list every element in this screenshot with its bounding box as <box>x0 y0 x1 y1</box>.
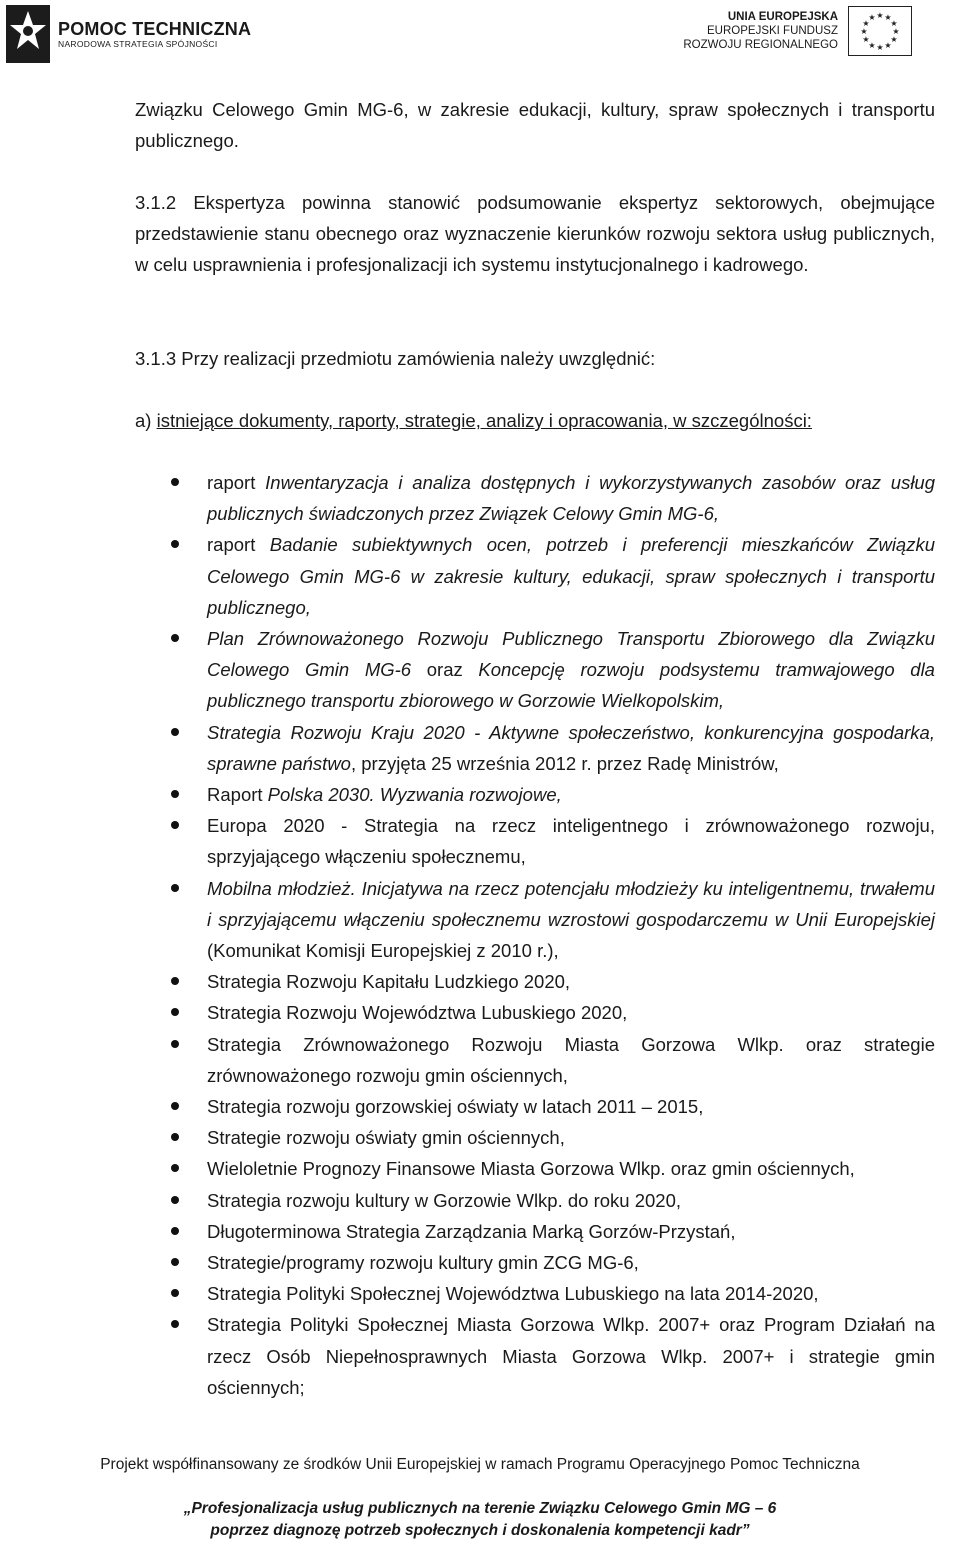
paragraph-3-1-2: 3.1.2 Ekspertyza powinna stanowić podsumowanie ekspertyz sektorowych, obejmujące przedstawienie stanu obecnego oraz wyznaczenie kierunków rozwoju sektora usług publicznych, w celu usprawnienia i profesjonalizacji ich systemu instytucjonalnego i kadrowego. <box>135 192 935 275</box>
list-item <box>207 467 935 529</box>
paragraph-a-prefix: a) <box>135 410 157 431</box>
list-item <box>207 1247 935 1278</box>
list-item <box>207 966 935 997</box>
list-item <box>207 1153 935 1184</box>
list-item-italic: Inwentaryzacja i analiza dostępnych i wykorzystywanych zasobów oraz usług publicznych świadczonych przez Związek Celowy Gmin MG-6, <box>207 472 936 525</box>
list-item <box>207 1216 935 1247</box>
list-item <box>207 1309 935 1403</box>
list-item <box>207 810 935 872</box>
list-item <box>207 779 935 810</box>
list-item <box>207 529 935 623</box>
list-item-text: raport <box>207 472 266 493</box>
list-item <box>207 1091 935 1122</box>
list-item-text: oraz <box>411 659 479 681</box>
svg-text:★: ★ <box>884 41 892 50</box>
svg-text:★: ★ <box>868 13 876 22</box>
list-item-text: Strategia rozwoju gorzowskiej oświaty w latach 2011 – 2015, <box>207 1096 704 1118</box>
svg-text:★: ★ <box>892 27 900 36</box>
list-item <box>207 1278 935 1309</box>
logo-title: POMOC TECHNICZNA <box>58 18 252 39</box>
footer-project-line1: „Profesjonalizacja usług publicznych na terenie Związku Celowego Gmin MG – 6 <box>183 1500 777 1517</box>
list-item <box>207 1122 935 1153</box>
list-item-text: Strategia rozwoju kultury w Gorzowie Wlkp. do roku 2020, <box>207 1189 682 1211</box>
svg-text:★: ★ <box>890 35 898 44</box>
list-item-text: (Komunikat Komisji Europejskiej z 2010 r.), <box>207 940 559 962</box>
pomoc-techniczna-logo <box>6 4 251 64</box>
svg-text:★: ★ <box>862 19 870 28</box>
svg-text:★: ★ <box>884 13 892 22</box>
list-item-text: Długoterminowa Strategia Zarządzania Marką Gorzów-Przystań, <box>207 1220 736 1242</box>
list-item-text: Strategia Rozwoju Kapitału Ludzkiego 2020, <box>207 971 571 993</box>
list-item-italic: Polska 2030. Wyzwania rozwojowe, <box>267 784 562 806</box>
list-item-text: Strategia Polityki Społecznej Miasta Gorzowa Wlkp. 2007+ oraz Program Działań na rzecz Osób Niepełnosprawnych Miasta Gorzowa Wlkp. 2007+ i strategie gmin ościennych; <box>207 1314 935 1398</box>
eu-logo <box>683 6 912 56</box>
list-item-text: Strategia Rozwoju Województwa Lubuskiego 2020, <box>207 1002 628 1024</box>
footer-project-line2: poprzez diagnozę potrzeb społecznych i doskonalenia kompetencji kadr” <box>210 1522 750 1539</box>
paragraph-3-1-3: 3.1.3 Przy realizacji przedmiotu zamówienia należy uwzględnić: <box>135 348 656 369</box>
list-item-text: Strategia Polityki Społecznej Województwa Lubuskiego na lata 2014-2020, <box>207 1283 819 1305</box>
footer-cofinancing: Projekt współfinansowany ze środków Unii Europejskiej w ramach Programu Operacyjnego Pomoc Techniczna <box>100 1456 860 1473</box>
documents-list <box>207 467 935 1403</box>
eu-logo-line2: EUROPEJSKI FUNDUSZ <box>707 25 838 37</box>
svg-text:★: ★ <box>890 19 898 28</box>
list-item-text: Strategie/programy rozwoju kultury gmin ZCG MG-6, <box>207 1252 639 1274</box>
footer-project-title <box>0 1498 960 1542</box>
list-item <box>207 1185 935 1216</box>
list-item-text: Europa 2020 - Strategia na rzecz inteligentnego i zrównoważonego rozwoju, sprzyjającego włączeniu społecznemu, <box>207 815 935 868</box>
pomoc-techniczna-emblem-icon <box>6 5 50 63</box>
svg-text:★: ★ <box>868 41 876 50</box>
list-item-italic: Koncepcję rozwoju podsystemu tramwajowego dla publicznego transportu zbiorowego w Gorzowie Wielkopolskim, <box>207 659 935 712</box>
logo-subtitle: NARODOWA STRATEGIA SPÓJNOŚCI <box>58 38 218 49</box>
list-item <box>207 997 935 1028</box>
list-item-text: Wieloletnie Prognozy Finansowe Miasta Gorzowa Wlkp. oraz gmin ościennych, <box>207 1158 855 1180</box>
list-item-text: , przyjęta 25 września 2012 r. przez Radę Ministrów, <box>350 752 779 774</box>
list-item <box>207 1029 935 1091</box>
page-header <box>0 0 960 66</box>
paragraph-continuation: Związku Celowego Gmin MG-6, w zakresie edukacji, kultury, spraw społecznych i transportu publicznego. <box>135 99 935 151</box>
list-item-italic: Badanie subiektywnych ocen, potrzeb i preferencji mieszkańców Związku Celowego Gmin MG-6 w zakresie kultury, edukacji, spraw społecznych i transportu publicznego, <box>207 534 936 618</box>
list-item-italic: Plan Zrównoważonego Rozwoju Publicznego Transportu Zbiorowego dla Związku Celowego Gmin MG-6 <box>207 628 935 681</box>
paragraph-a-underlined: istniejące dokumenty, raporty, strategie, analizy i opracowania, w szczególności: <box>156 410 812 431</box>
list-item-text: raport <box>207 534 270 556</box>
list-item-text: Raport <box>207 784 268 806</box>
svg-text:★: ★ <box>876 43 884 52</box>
list-item-italic: Mobilna młodzież. Inicjatywa na rzecz potencjału młodzieży ku inteligentnemu, trwałemu i sprzyjającemu włączeniu społecznemu wzrostowi gospodarczemu w Unii Europejskiej <box>207 877 935 930</box>
svg-text:★: ★ <box>862 35 870 44</box>
list-item-italic: Strategia Rozwoju Kraju 2020 - Aktywne społeczeństwo, konkurencyjna gospodarka, sprawne państwo <box>207 721 935 774</box>
eu-logo-line1: UNIA EUROPEJSKA <box>727 11 838 23</box>
list-item <box>207 717 935 779</box>
list-item <box>207 873 935 967</box>
svg-text:★: ★ <box>876 11 884 20</box>
svg-text:★: ★ <box>860 27 868 36</box>
list-item <box>207 623 935 717</box>
list-item-text: Strategia Zrównoważonego Rozwoju Miasta Gorzowa Wlkp. oraz strategie zrównoważonego rozwoju gmin ościennych, <box>207 1033 935 1086</box>
eu-flag-icon <box>848 6 912 56</box>
list-item-text: Strategie rozwoju oświaty gmin ościennych, <box>207 1127 565 1149</box>
eu-logo-line3: ROZWOJU REGIONALNEGO <box>683 39 838 51</box>
paragraph-a <box>135 405 935 436</box>
